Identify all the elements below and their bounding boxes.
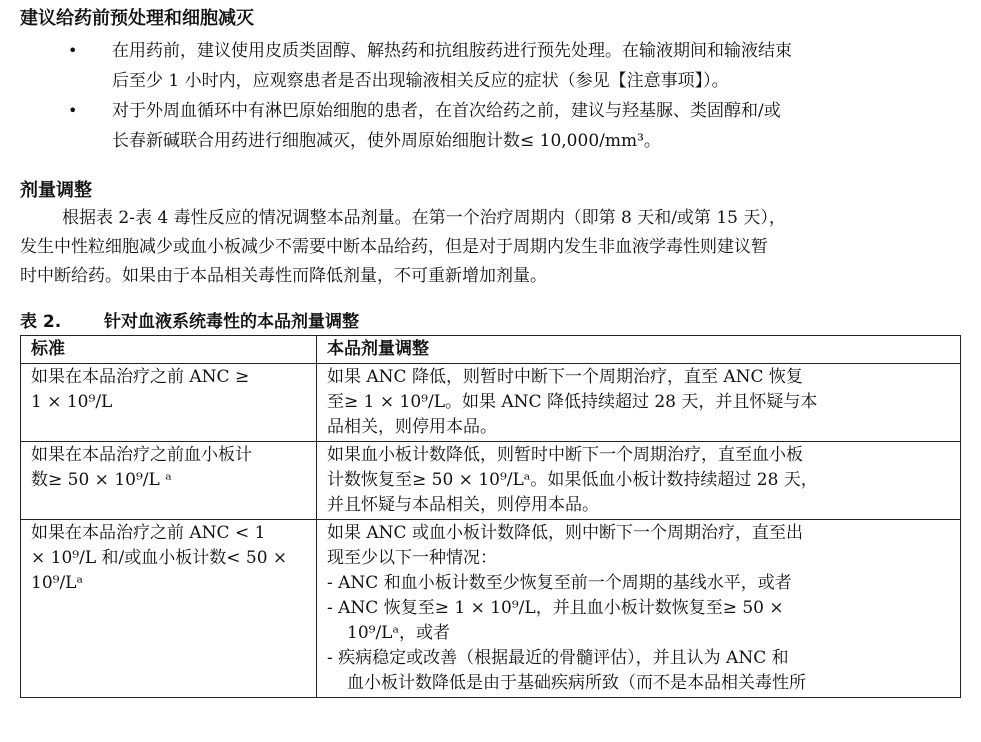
bullet-dot-icon: •	[68, 101, 78, 120]
cell-line: 如果 ANC 或血小板计数降低，则中断下一个周期治疗，直至出	[327, 523, 803, 543]
bullet-item	[20, 36, 965, 96]
document-page	[20, 6, 965, 698]
bullet-text-line: 后至少 1 小时内，应观察患者是否出现输液相关反应的症状（参见【注意事项】）。	[112, 71, 729, 91]
cell-line: 至≥ 1 × 10⁹/L。如果 ANC 降低持续超过 28 天，并且怀疑与本	[327, 392, 818, 412]
table-title: 针对血液系统毒性的本品剂量调整	[104, 312, 359, 332]
adjustment-cell	[317, 442, 961, 520]
cell-line: 并且怀疑与本品相关，则停用本品。	[327, 495, 599, 515]
adjustment-cell	[317, 520, 961, 698]
paragraph-line: 发生中性粒细胞减少或血小板减少不需要中断本品给药，但是对于周期内发生非血液学毒性则建议暂	[20, 237, 768, 257]
condition-line: 10⁹/Lᵃ，或者	[347, 623, 451, 643]
cell-line: 如果 ANC 降低，则暂时中断下一个周期治疗，直至 ANC 恢复	[327, 367, 803, 387]
section-heading-pretreatment: 建议给药前预处理和细胞减灭	[20, 8, 254, 29]
table-caption	[20, 309, 965, 335]
cell-line: 10⁹/Lᵃ	[31, 573, 84, 593]
column-header-adjustment: 本品剂量调整	[317, 336, 961, 364]
adjustment-cell	[317, 364, 961, 442]
cell-line: 如果在本品治疗之前血小板计	[31, 445, 252, 465]
cell-line: 计数恢复至≥ 50 × 10⁹/Lᵃ。如果低血小板计数持续超过 28 天，	[327, 470, 818, 490]
condition-line: 血小板计数降低是由于基础疾病所致（而不是本品相关毒性所	[347, 673, 806, 693]
table-row	[21, 364, 961, 442]
cell-line: 数≥ 50 × 10⁹/L ᵃ	[31, 470, 172, 490]
cell-line: 现至少以下一种情况：	[327, 548, 497, 568]
table-row	[21, 520, 961, 698]
criteria-cell	[21, 442, 317, 520]
cell-line: 1 × 10⁹/L	[31, 392, 113, 412]
dose-adjustment-table	[20, 335, 961, 698]
table-row	[21, 442, 961, 520]
table-number: 表 2.	[20, 312, 62, 332]
section-heading-dose-adjustment: 剂量调整	[20, 180, 92, 201]
bullet-text-line: 在用药前，建议使用皮质类固醇、解热药和抗组胺药进行预先处理。在输液期间和输液结束	[112, 41, 792, 61]
pretreatment-bullet-list	[20, 36, 965, 156]
cell-line: 品相关，则停用本品。	[327, 417, 497, 437]
criteria-cell	[21, 520, 317, 698]
cell-line: 如果在本品治疗之前 ANC < 1	[31, 523, 266, 543]
cell-line: × 10⁹/L 和/或血小板计数< 50 ×	[31, 548, 288, 568]
condition-line: - ANC 和血小板计数至少恢复至前一个周期的基线水平，或者	[327, 573, 792, 593]
bullet-item	[20, 96, 965, 156]
condition-item	[327, 596, 954, 646]
cell-line: 如果血小板计数降低，则暂时中断下一个周期治疗，直至血小板	[327, 445, 803, 465]
condition-line: - ANC 恢复至≥ 1 × 10⁹/L，并且血小板计数恢复至≥ 50 ×	[327, 598, 784, 618]
bullet-text-line: 对于外周血循环中有淋巴原始细胞的患者，在首次给药之前，建议与羟基脲、类固醇和/或	[112, 101, 781, 121]
condition-line: - 疾病稳定或改善（根据最近的骨髓评估），并且认为 ANC 和	[327, 648, 789, 668]
criteria-cell	[21, 364, 317, 442]
table-header-row	[21, 336, 961, 364]
condition-item	[327, 646, 954, 696]
bullet-dot-icon: •	[68, 41, 78, 60]
paragraph-line: 时中断给药。如果由于本品相关毒性而降低剂量，不可重新增加剂量。	[20, 266, 547, 286]
condition-item	[327, 571, 954, 596]
dose-adjustment-paragraph	[20, 204, 965, 291]
paragraph-line: 根据表 2-表 4 毒性反应的情况调整本品剂量。在第一个治疗周期内（即第 8 天和/或第 15 天），	[62, 208, 786, 228]
cell-line: 如果在本品治疗之前 ANC ≥	[31, 367, 250, 387]
bullet-text-line: 长春新碱联合用药进行细胞减灭，使外周原始细胞计数≤ 10,000/mm³。	[112, 131, 661, 151]
column-header-criteria: 标准	[21, 336, 317, 364]
